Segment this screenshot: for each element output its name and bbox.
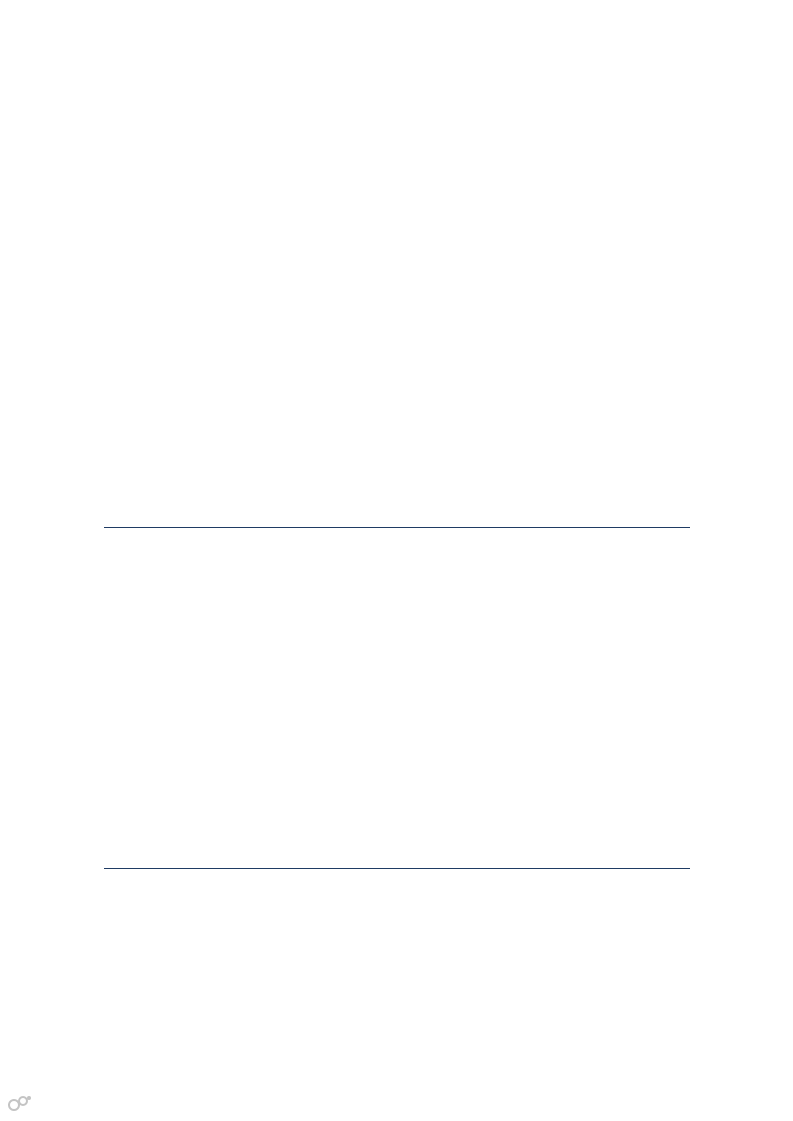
watermark-logo-icon: [8, 1093, 32, 1113]
watermark: [8, 1093, 36, 1113]
temperature-chart: [104, 560, 694, 810]
figure-bottom-rule: [104, 868, 690, 869]
body-text-bottom: [162, 896, 687, 909]
figure-top-rule: [104, 527, 690, 528]
